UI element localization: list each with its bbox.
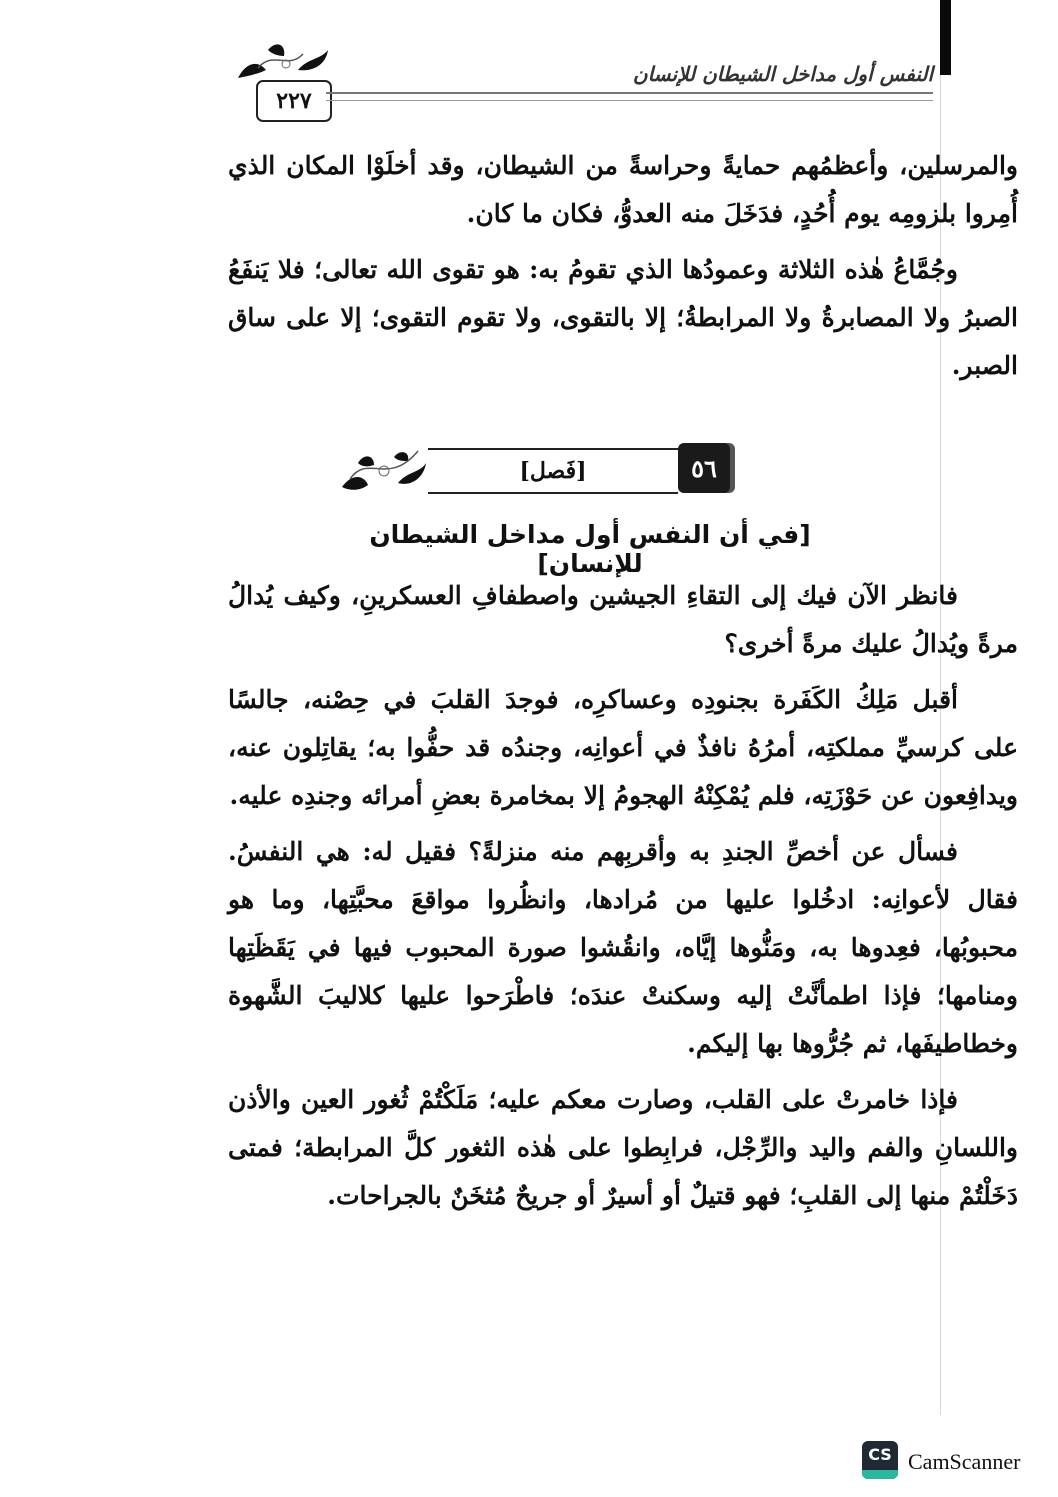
logo-accent	[862, 1470, 898, 1479]
paragraph: وجُمَّاعُ هٰذه الثلاثة وعمودُها الذي تقومُ به: هو تقوى الله تعالى؛ فلا يَنفَعُ الصبرُ ولا المصابرةُ ولا المرابطةُ؛ إلا بالتقوى، ولا تقوم التقوى؛ إلا على ساق الصبر.	[228, 255, 1018, 380]
floral-ornament-icon	[228, 40, 338, 85]
header-rule	[326, 92, 933, 94]
top-text	[228, 142, 1018, 398]
section-header	[338, 443, 738, 499]
paragraph: فانظر الآن فيك إلى التقاءِ الجيشين واصطفافِ العسكرينِ، وكيف يُدالُ مرةً ويُدالُ عليك مرةً أخرى؟	[228, 581, 1018, 658]
paragraph: فإذا خامرتْ على القلب، وصارت معكم عليه؛ مَلَكْتُمْ ثُغور العين والأذن واللسانِ والفم واليد والرِّجْل، فرابِطوا على هٰذه الثغور كلَّ المرابطة؛ فمتى دَخَلْتُمْ منها إلى القلبِ؛ فهو قتيلٌ أو أسيرٌ أو جريحٌ مُثخَنٌ بالجراحات.	[228, 1085, 1018, 1210]
camscanner-logo	[862, 1441, 898, 1479]
logo-text: CS	[868, 1445, 892, 1464]
running-title: النفس أول مداخل الشيطان للإنسان	[632, 62, 933, 86]
paragraph: والمرسلين، وأعظمُهم حمايةً وحراسةً من الشيطان، وقد أخلَوْا المكان الذي أُمِروا بلزومِه يوم أُحُدٍ، فدَخَلَ منه العدوُّ، فكان ما كان.	[228, 151, 1018, 228]
floral-ornament-icon	[338, 443, 430, 499]
main-text	[228, 572, 1018, 1228]
page-header	[228, 40, 933, 120]
header-rule-thin	[326, 100, 933, 101]
paragraph: أقبل مَلِكُ الكَفَرة بجنودِه وعساكرِه، فوجدَ القلبَ في حِصْنه، جالسًا على كرسيِّ مملكتِه، أمرُهُ نافذٌ في أعوانِه، وجندُه قد حفُّوا به؛ يقاتِلون عنه، ويدافِعون عن حَوْزَتِه، فلم يُمْكِنْهُ الهجومُ إلا بمخامرة بعضِ أمرائه وجندِه عليه.	[228, 685, 1018, 810]
page-number: ٢٢٧	[256, 80, 332, 122]
scan-edge-shadow	[940, 0, 951, 75]
section-title: [في أن النفس أول مداخل الشيطان للإنسان]	[369, 520, 811, 578]
section-number: ٥٦	[678, 443, 730, 493]
section-label: [فَصل]	[428, 448, 678, 494]
paragraph: فسأل عن أخصِّ الجندِ به وأقربِهم منه منزلةً؟ فقيل له: هي النفسُ. فقال لأعوانِه: ادخُلوا عليها من مُرادها، وانظُروا مواقعَ محبَّتِها، وما هو محبوبُها، فعِدوها به، ومَنُّوها إيَّاه، وانقُشوا صورة المحبوب فيها في يَقَظَتِها ومنامها؛ فإذا اطمأنَّتْ إليه وسكنتْ عندَه؛ فاطْرَحوا عليها كلاليبَ الشَّهوة وخطاطيفَها، ثم جُرُّوها بها إليكم.	[228, 837, 1018, 1058]
camscanner-watermark: CamScanner	[908, 1449, 1021, 1474]
